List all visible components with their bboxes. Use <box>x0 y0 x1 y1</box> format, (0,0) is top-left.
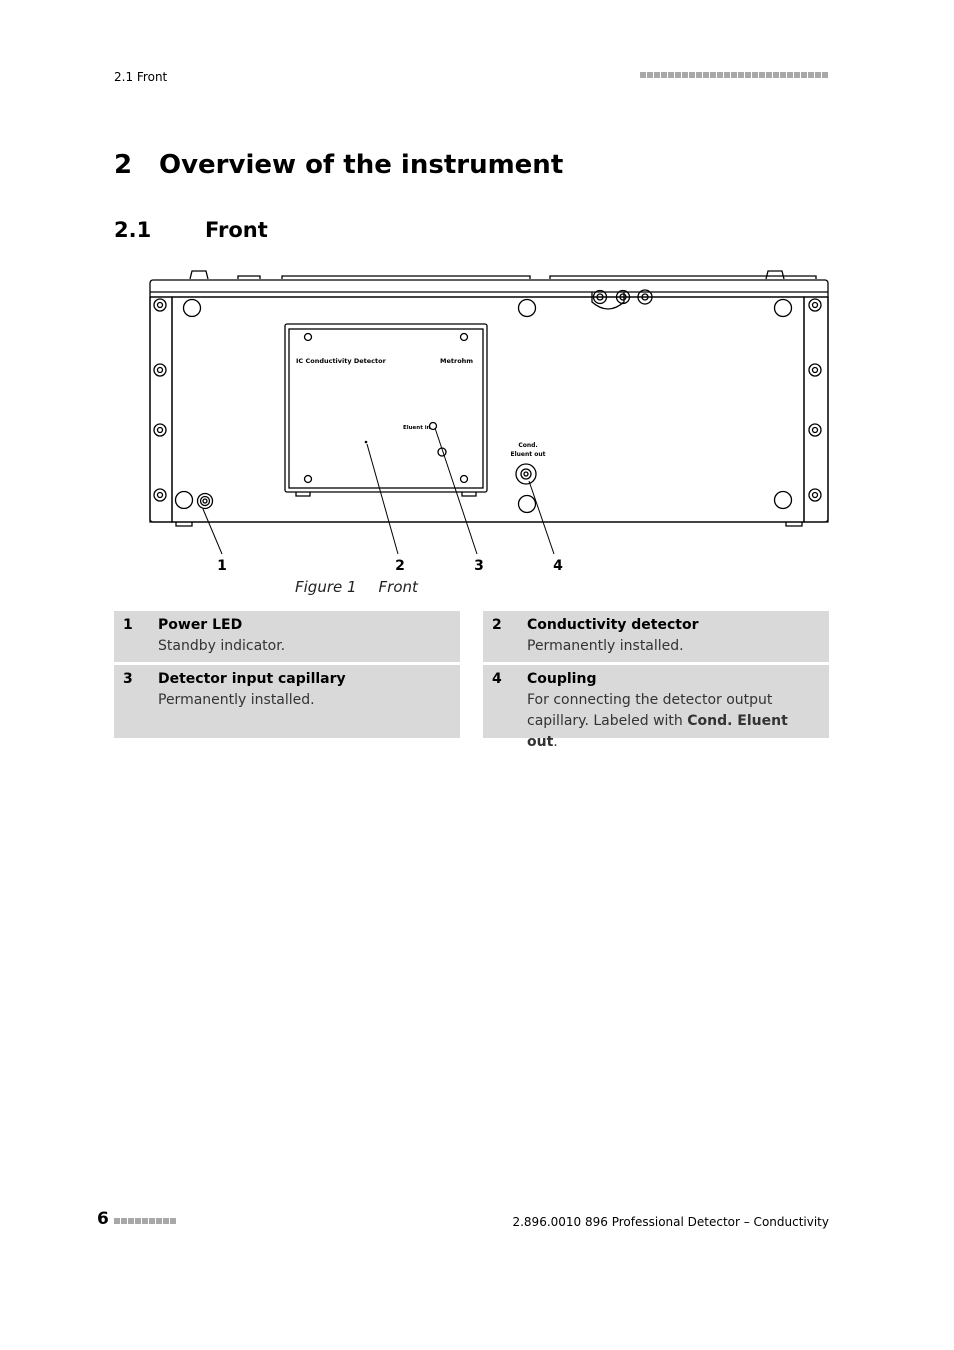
callout-2: 2 <box>395 558 405 574</box>
legend-description: Standby indicator. <box>158 638 286 654</box>
legend-description <box>527 690 821 753</box>
chapter-heading: Overview of the instrument <box>159 150 564 180</box>
running-header: 2.1 Front <box>114 70 168 84</box>
callout-1: 1 <box>217 558 227 574</box>
brand-logo: Metrohm <box>440 357 474 365</box>
figure-caption-label: Figure 1 <box>295 578 357 596</box>
legend-description-suffix: . <box>553 734 558 750</box>
callout-3: 3 <box>474 558 484 574</box>
chapter-title <box>114 150 563 180</box>
legend-label: Conductivity detector <box>527 617 699 633</box>
legend-item <box>114 611 460 662</box>
legend-table <box>114 611 829 750</box>
callout-4: 4 <box>553 558 563 574</box>
legend-number: 3 <box>123 671 133 687</box>
legend-label: Detector input capillary <box>158 671 346 687</box>
legend-label: Coupling <box>527 671 597 687</box>
chapter-number: 2 <box>114 150 133 180</box>
legend-item <box>114 665 460 738</box>
footer-doc-title: 2.896.0010 896 Professional Detector – Conductivity <box>512 1215 829 1229</box>
instrument-front-figure <box>146 266 836 582</box>
legend-label: Power LED <box>158 617 243 633</box>
legend-description: Permanently installed. <box>527 638 684 654</box>
page-number: 6 <box>97 1209 109 1229</box>
legend-number: 2 <box>492 617 502 633</box>
figure-caption <box>295 578 418 596</box>
section-heading: Front <box>205 218 268 242</box>
panel-label: IC Conductivity Detector <box>296 357 386 365</box>
legend-item <box>483 665 829 750</box>
section-number: 2.1 <box>114 218 152 242</box>
section-title <box>114 218 268 242</box>
legend-number: 4 <box>492 671 502 687</box>
figure-caption-text: Front <box>378 578 418 596</box>
cond-label: Cond. <box>518 442 538 449</box>
legend-description-emphasis: Cond. Eluent out <box>527 713 788 750</box>
legend-description: Permanently installed. <box>158 692 315 708</box>
eluent-out-label: Eluent out <box>510 451 546 458</box>
footer-decoration <box>114 1218 176 1224</box>
legend-description-text: For connecting the detector output capillary. Labeled with <box>527 692 773 729</box>
eluent-in-label: Eluent in <box>403 425 431 431</box>
instrument-front-drawing <box>146 266 836 582</box>
header-decoration <box>640 72 828 80</box>
legend-number: 1 <box>123 617 133 633</box>
legend-item <box>483 611 829 662</box>
